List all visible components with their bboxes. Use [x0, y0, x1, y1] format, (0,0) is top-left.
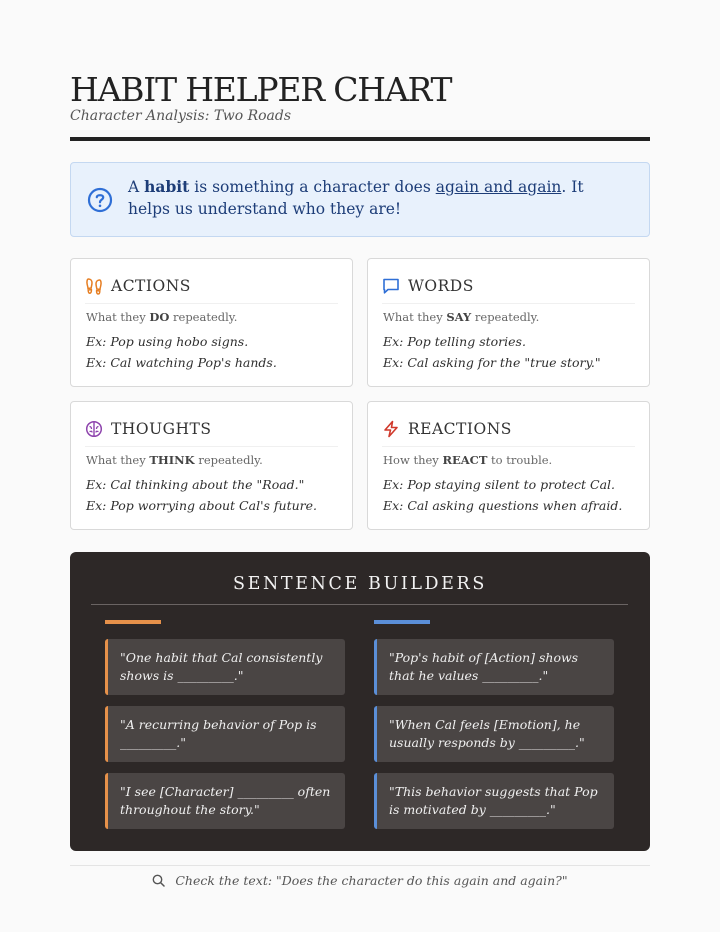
card-example: Ex: Pop staying silent to protect Cal.: [383, 477, 616, 492]
card-description: What they THINK repeatedly.: [86, 453, 263, 467]
sentence-frame: "One habit that Cal consistently shows is _________.": [105, 639, 345, 695]
card-divider: [85, 446, 338, 447]
sentence-builders-panel: [70, 552, 650, 851]
footer-divider: [70, 865, 650, 866]
card-example: Ex: Pop using hobo signs.: [86, 334, 249, 349]
sentence-frame: "I see [Character] _________ often throughout the story.": [105, 773, 345, 829]
page-subtitle: Character Analysis: Two Roads: [70, 108, 292, 124]
definition-keyword: habit: [144, 177, 190, 196]
card-example: Ex: Cal watching Pop's hands.: [86, 355, 277, 370]
search-icon: [152, 874, 165, 887]
footer-text: Check the text: "Does the character do this again and again?": [175, 873, 568, 888]
card-divider: [382, 303, 635, 304]
card-reactions: [367, 401, 650, 530]
card-description: What they DO repeatedly.: [86, 310, 238, 324]
card-description: How they REACT to trouble.: [383, 453, 553, 467]
card-example: Ex: Cal thinking about the "Road.": [86, 477, 305, 492]
speech-bubble-icon: [382, 277, 400, 295]
card-divider: [382, 446, 635, 447]
left-column-accent: [105, 620, 161, 624]
card-divider: [85, 303, 338, 304]
footprints-icon: [85, 277, 103, 295]
card-example: Ex: Pop worrying about Cal's future.: [86, 498, 317, 513]
question-circle-icon: [87, 187, 113, 213]
lightning-icon: [382, 420, 400, 438]
brain-icon: [85, 420, 103, 438]
card-title: THOUGHTS: [111, 420, 212, 438]
builders-divider: [91, 604, 628, 605]
card-title: REACTIONS: [408, 420, 512, 438]
card-words: [367, 258, 650, 387]
builders-title: SENTENCE BUILDERS: [233, 574, 487, 594]
sentence-frame: "A recurring behavior of Pop is _________.": [105, 706, 345, 762]
definition-emphasis: again and again: [435, 178, 562, 196]
card-description: What they SAY repeatedly.: [383, 310, 540, 324]
footer-tip: [70, 873, 650, 888]
card-example: Ex: Cal asking for the "true story.": [383, 355, 601, 370]
definition-box: [70, 162, 650, 237]
header-divider: [70, 137, 650, 141]
sentence-frame: "Pop's habit of [Action] shows that he values _________.": [374, 639, 614, 695]
card-example: Ex: Cal asking questions when afraid.: [383, 498, 623, 513]
right-column-accent: [374, 620, 430, 624]
sentence-frame: "When Cal feels [Emotion], he usually responds by _________.": [374, 706, 614, 762]
page-title: HABIT HELPER CHART: [70, 70, 452, 109]
sentence-frame: "This behavior suggests that Pop is motivated by _________.": [374, 773, 614, 829]
definition-text: A habit is something a character does again and again. It helps us understand who they are!: [128, 177, 584, 218]
card-title: WORDS: [408, 277, 474, 295]
card-actions: [70, 258, 353, 387]
card-thoughts: [70, 401, 353, 530]
card-example: Ex: Pop telling stories.: [383, 334, 526, 349]
card-title: ACTIONS: [111, 277, 191, 295]
